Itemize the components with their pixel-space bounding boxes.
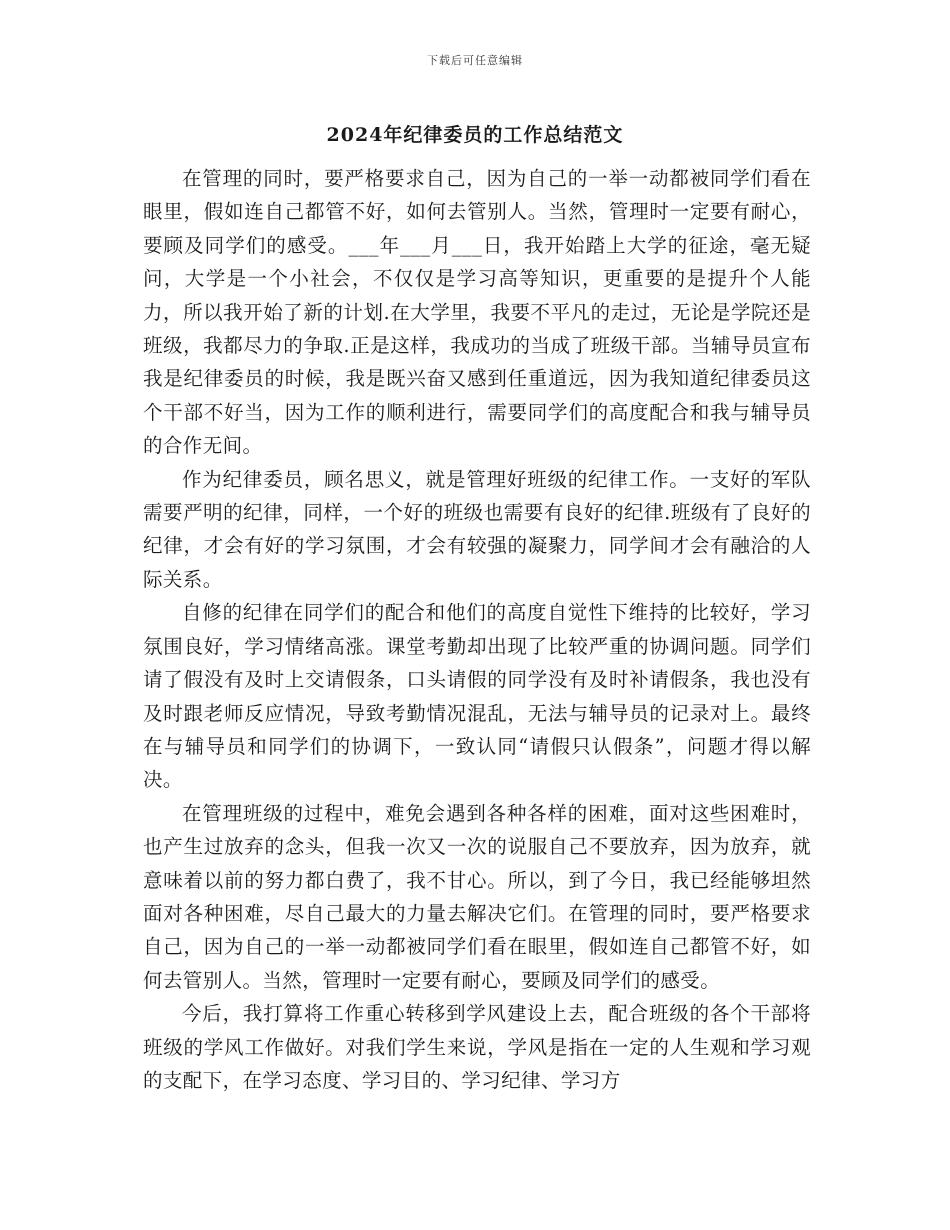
- document-body: [143, 162, 811, 1097]
- paragraph-1: 在管理的同时，要严格要求自己，因为自己的一举一动都被同学们看在眼里，假如连自己都管不好，如何去管别人。当然，管理时一定要有耐心，要顾及同学们的感受。___年___月___日，我开始踏上大学的征途，毫无疑问，大学是一个小社会，不仅仅是学习高等知识，更重要的是提升个人能力，所以我开始了新的计划.在大学里，我要不平凡的走过，无论是学院还是班级，我都尽力的争取.正是这样，我成功的当成了班级干部。当辅导员宣布我是纪律委员的时候，我是既兴奋又感到任重道远，因为我知道纪律委员这个干部不好当，因为工作的顺利进行，需要同学们的高度配合和我与辅导员的合作无间。: [143, 167, 811, 458]
- header-note: 下载后可任意编辑: [427, 54, 523, 67]
- paragraph-3: 自修的纪律在同学们的配合和他们的高度自觉性下维持的比较好，学习氛围良好，学习情绪高涨。课堂考勤却出现了比较严重的协调问题。同学们请了假没有及时上交请假条，口头请假的同学没有及时补请假条，我也没有及时跟老师反应情况，导致考勤情况混乱，无法与辅导员的记录对上。最终在与辅导员和同学们的协调下，一致认同“请假只认假条”，问题才得以解决。: [143, 601, 811, 792]
- paragraph-5: 今后，我打算将工作重心转移到学风建设上去，配合班级的各个干部将班级的学风工作做好。对我们学生来说，学风是指在一定的人生观和学习观的支配下，在学习态度、学习目的、学习纪律、学习方: [143, 1002, 811, 1092]
- document-title: 2024年纪律委员的工作总结范文: [326, 124, 624, 146]
- paragraph-4: 在管理班级的过程中，难免会遇到各种各样的困难，面对这些困难时，也产生过放弃的念头，但我一次又一次的说服自己不要放弃，因为放弃，就意味着以前的努力都白费了，我不甘心。所以，到了今日，我已经能够坦然面对各种困难，尽自己最大的力量去解决它们。在管理的同时，要严格要求自己，因为自己的一举一动都被同学们看在眼里，假如连自己都管不好，如何去管别人。当然，管理时一定要有耐心，要顾及同学们的感受。: [143, 801, 811, 992]
- paragraph-2: 作为纪律委员，顾名思义，就是管理好班级的纪律工作。一支好的军队需要严明的纪律，同样，一个好的班级也需要有良好的纪律.班级有了良好的纪律，才会有好的学习氛围，才会有较强的凝聚力，同学间才会有融洽的人际关系。: [143, 467, 811, 591]
